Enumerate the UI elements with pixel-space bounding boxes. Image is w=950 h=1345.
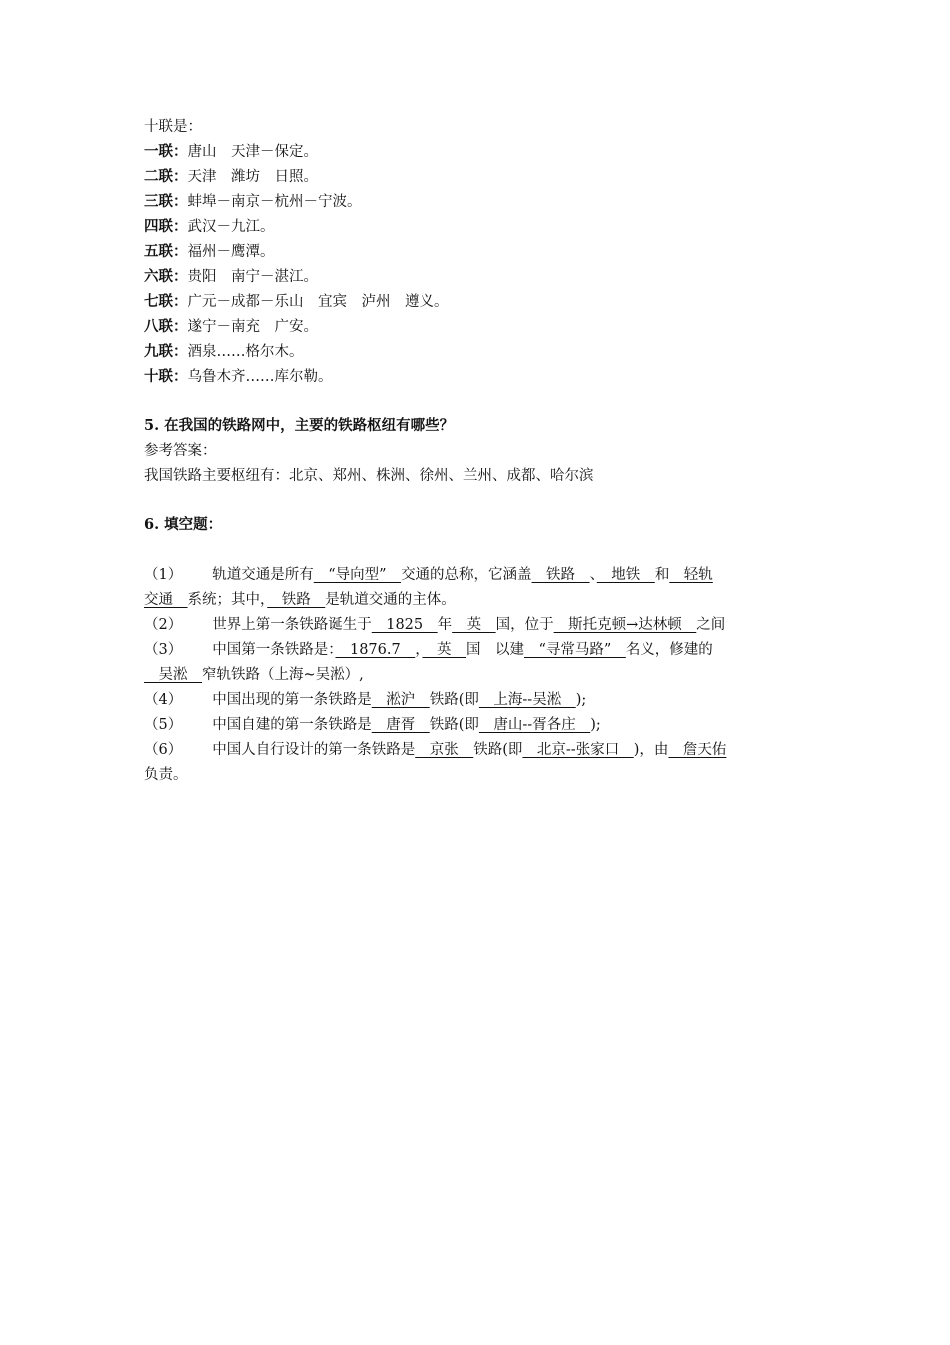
- item-number: （2）: [144, 617, 183, 633]
- lian-text: 乌鲁木齐……库尔勒。: [187, 369, 333, 385]
- item-text: 国，位于: [495, 617, 554, 633]
- answer-blank: 铁路: [267, 592, 326, 608]
- answer-blank: 1876.7: [335, 642, 416, 658]
- lian-label: 四联: [144, 218, 173, 235]
- answer-blank: 交通: [144, 592, 188, 608]
- intro-text: 十联是：: [144, 119, 202, 135]
- item-text: 世界上第一条铁路诞生于: [212, 617, 372, 633]
- answer-blank: 地铁: [596, 567, 655, 583]
- lian-text: 福州－鹰潭。: [187, 244, 275, 260]
- lian-7: [144, 293, 449, 311]
- q5-answer: 我国铁路主要枢纽有：北京、郑州、株洲、徐州、兰州、成都、哈尔滨: [144, 468, 594, 484]
- lian-10: [144, 368, 333, 386]
- q6-item-1-line-1: [144, 566, 713, 584]
- lian-sep: ：: [173, 193, 188, 210]
- answer-blank: 铁路: [531, 567, 590, 583]
- lian-label: 一联: [144, 143, 173, 160]
- q6-item-2: [144, 616, 725, 634]
- item-text: 中国出现的第一条铁路是: [212, 692, 372, 708]
- item-text: 中国第一条铁路是：: [212, 642, 336, 658]
- lian-sep: ：: [173, 343, 188, 360]
- q6-item-6-line-2: 负责。: [144, 767, 188, 783]
- q6-item-5: [144, 716, 601, 734]
- item-text: 名义，修建的: [625, 642, 713, 658]
- q6-item-4: [144, 691, 586, 709]
- item-text: 系统；其中，: [187, 592, 268, 608]
- item-text: 、: [589, 567, 597, 583]
- item-text: 中国自建的第一条铁路是: [212, 717, 372, 733]
- lian-4: [144, 218, 275, 236]
- item-number: （5）: [144, 717, 183, 733]
- lian-9: [144, 343, 304, 361]
- item-text: 交通的总称，它涵盖: [401, 567, 532, 583]
- lian-text: 广元－成都－乐山 宜宾 泸州 遵义。: [187, 294, 449, 310]
- item-text: 年: [437, 617, 453, 633]
- item-text: 铁路(即: [429, 717, 479, 733]
- lian-1: [144, 143, 318, 161]
- lian-label: 八联: [144, 318, 173, 335]
- answer-blank: 淞沪: [371, 692, 430, 708]
- q5-title: 5. 在我国的铁路网中，主要的铁路枢纽有哪些？: [144, 417, 455, 434]
- answer-blank: 英: [452, 617, 496, 633]
- lian-label: 十联: [144, 368, 173, 385]
- lian-sep: ：: [173, 368, 188, 385]
- item-text: );: [575, 692, 587, 708]
- item-text: 铁路(即: [429, 692, 479, 708]
- lian-sep: ：: [173, 293, 188, 310]
- answer-blank: 詹天佑: [668, 742, 727, 758]
- answer-blank: 英: [422, 642, 466, 658]
- answer-blank: 1825: [371, 617, 438, 633]
- item-number: （3）: [144, 642, 183, 658]
- item-number: （4）: [144, 692, 183, 708]
- item-text: 窄轨铁路（上海~吴淞）,: [202, 667, 364, 683]
- answer-blank: 唐胥: [371, 717, 430, 733]
- item-text: )，由: [633, 742, 669, 758]
- answer-blank: 北京--张家口: [522, 742, 634, 758]
- lian-6: [144, 268, 318, 286]
- q6-item-1-line-2: [144, 591, 456, 609]
- lian-text: 酒泉……格尔木。: [187, 344, 304, 360]
- item-text: 中国人自行设计的第一条铁路是: [212, 742, 416, 758]
- answer-blank: 轻轨: [669, 567, 713, 583]
- lian-5: [144, 243, 275, 261]
- lian-text: 遂宁－南充 广安。: [187, 319, 318, 335]
- lian-3: [144, 193, 362, 211]
- lian-sep: ：: [173, 218, 188, 235]
- lian-sep: ：: [173, 243, 188, 260]
- lian-label: 三联: [144, 193, 173, 210]
- answer-blank: 上海--吴淞: [478, 692, 576, 708]
- lian-label: 九联: [144, 343, 173, 360]
- item-text: 是轨道交通的主体。: [325, 592, 456, 608]
- lian-sep: ：: [173, 143, 188, 160]
- item-text: ，: [415, 642, 423, 658]
- lian-label: 五联: [144, 243, 173, 260]
- lian-label: 二联: [144, 168, 173, 185]
- q5-ref-label: 参考答案：: [144, 443, 217, 459]
- lian-8: [144, 318, 318, 336]
- answer-blank: 京张: [415, 742, 474, 758]
- answer-blank: “导向型”: [313, 567, 402, 583]
- item-number: （1）: [144, 567, 183, 583]
- lian-label: 七联: [144, 293, 173, 310]
- lian-sep: ：: [173, 268, 188, 285]
- q6-item-3-line-1: [144, 641, 713, 659]
- item-text: );: [590, 717, 601, 733]
- item-text: 铁路(即: [473, 742, 523, 758]
- item-text: 国 以建: [465, 642, 524, 658]
- answer-blank: 斯托克顿→达林顿: [553, 617, 697, 633]
- lian-2: [144, 168, 318, 186]
- answer-blank: 唐山--胥各庄: [478, 717, 591, 733]
- lian-sep: ：: [173, 318, 188, 335]
- lian-text: 贵阳 南宁－湛江。: [187, 269, 318, 285]
- item-text: 之间: [696, 617, 726, 633]
- item-text: 和: [654, 567, 670, 583]
- lian-label: 六联: [144, 268, 173, 285]
- lian-text: 唐山 天津－保定。: [187, 144, 318, 160]
- lian-text: 武汉－九江。: [187, 219, 275, 235]
- item-text: 轨道交通是所有: [212, 567, 314, 583]
- lian-text: 天津 潍坊 日照。: [187, 169, 318, 185]
- q6-item-6-line-1: [144, 741, 726, 759]
- answer-blank: “寻常马路”: [523, 642, 626, 658]
- q6-title: 6. 填空题：: [144, 516, 223, 533]
- lian-text: 蚌埠－南京－杭州－宁波。: [187, 194, 362, 210]
- lian-sep: ：: [173, 168, 188, 185]
- item-number: （6）: [144, 742, 183, 758]
- answer-blank: 吴淞: [144, 667, 202, 683]
- q6-item-3-line-2: [144, 666, 364, 684]
